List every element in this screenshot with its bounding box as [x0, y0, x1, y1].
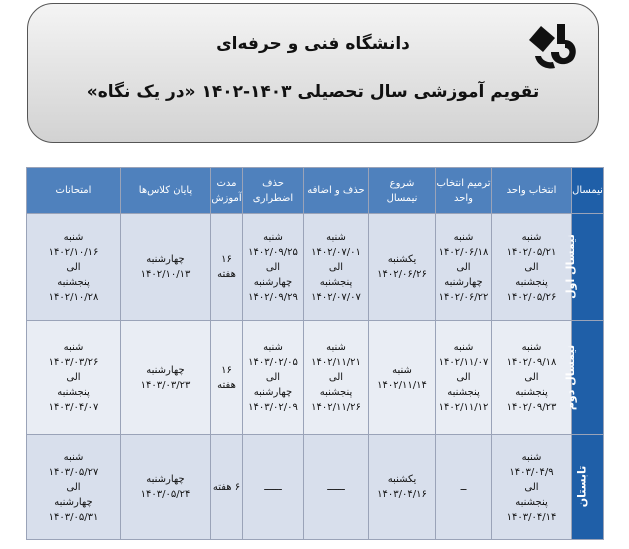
cell-line: ۱۴۰۲/۰۷/۰۱ [311, 246, 361, 258]
cell-line: ۱۴۰۲/۰۹/۲۵ [248, 246, 298, 258]
emergency-drop-cell [243, 321, 304, 435]
cell-line: پنجشنبه [447, 387, 480, 398]
exams-cell [27, 435, 121, 540]
cell-line: چهارشنبه [444, 276, 483, 288]
add-drop-cell [304, 321, 369, 435]
cell-line: الی [456, 261, 471, 273]
cell-line: ۱۴۰۳/۰۳/۲۶ [48, 357, 99, 368]
cell-line: ۱۴۰۲/۰۹/۲۳ [506, 402, 557, 413]
selection-cell [492, 435, 572, 540]
emergency-drop-cell [243, 435, 304, 540]
cell-line: ۱۴۰۳/۰۳/۲۳ [140, 379, 191, 391]
cell-line: شنبه [263, 231, 283, 243]
cell-line: ۱۴۰۳/۰۴/۰۷ [48, 402, 99, 413]
cell-line: چهارشنبه [54, 496, 93, 508]
cell-line: ۱۴۰۳/۰۲/۰۹ [248, 402, 298, 413]
start-cell [369, 214, 436, 321]
cell-line: شنبه [453, 342, 474, 353]
start-cell [369, 435, 436, 540]
semester-label: تابستان [575, 465, 589, 508]
col-add-drop: حذف و اضافه [304, 168, 369, 214]
duration-cell [211, 321, 243, 435]
cell-line: ۱۶ [221, 364, 232, 376]
cell-line: الی [66, 261, 81, 273]
cell-line: الی [328, 261, 344, 273]
cell-line: چهارشنبه [146, 254, 185, 265]
cell-line: الی [524, 481, 539, 493]
semester-label: نیمسال اول [564, 234, 578, 299]
cell-line: پنجشنبه [515, 496, 548, 508]
cell-line: ۱۴۰۲/۰۹/۱۸ [506, 357, 557, 368]
cell-line: هفته [217, 269, 236, 280]
cell-line: پنجشنبه [319, 276, 353, 288]
cell-line: ۱۴۰۳/۰۴/۱۶ [377, 489, 427, 500]
cell-line: هفته [217, 379, 236, 391]
cell-line: چهارشنبه [146, 474, 185, 485]
cell-line: پنجشنبه [57, 387, 90, 398]
add-drop-cell [304, 214, 369, 321]
cell-line: شنبه [392, 364, 412, 376]
cell-line: پنجشنبه [515, 387, 548, 398]
cell-line: ۱۴۰۲/۱۱/۱۲ [438, 402, 489, 413]
cell-line: شنبه [63, 451, 84, 463]
exams-cell [27, 321, 121, 435]
cell-line: ۱۴۰۳/۰۵/۳۱ [48, 511, 99, 523]
cell-line: شنبه [263, 342, 283, 353]
cell-line: شنبه [63, 342, 84, 353]
cell-line: چهارشنبه [146, 364, 185, 376]
cell-line: ۱۴۰۲/۱۱/۰۷ [438, 357, 489, 368]
revision-cell [436, 435, 492, 540]
duration-cell [211, 214, 243, 321]
cell-line: ۱۴۰۲/۱۱/۲۶ [311, 402, 361, 413]
semester-cell [564, 214, 604, 321]
semester-label: نیمسال دوم [563, 344, 577, 410]
table-row [27, 435, 604, 540]
col-duration: مدت آموزش [211, 168, 243, 214]
exams-cell [27, 214, 121, 321]
emergency-drop-cell [243, 214, 304, 321]
class-end-cell [121, 214, 211, 321]
cell-line: ۱۴۰۲/۰۵/۲۶ [506, 291, 557, 303]
cell-line: شنبه [453, 231, 474, 243]
table-row [27, 214, 604, 321]
university-logo-icon [521, 18, 581, 74]
cell-line: الی [524, 372, 539, 383]
cell-line: ۱۴۰۲/۰۹/۲۹ [248, 291, 298, 303]
cell-line: الی [328, 372, 344, 383]
col-selection: انتخاب واحد [492, 168, 572, 214]
table-row [27, 321, 604, 435]
cell-line: ۱۴۰۲/۱۱/۲۱ [311, 357, 361, 368]
cell-line: ۱۴۰۲/۱۰/۱۶ [48, 246, 99, 258]
cell-line: ۱۶ [221, 254, 232, 265]
table-header-row [27, 168, 604, 214]
cell-line: پنجشنبه [515, 276, 548, 288]
cell-line: ۱۴۰۲/۰۶/۲۶ [377, 269, 427, 280]
class-end-cell [121, 435, 211, 540]
col-class-end: پایان کلاس‌ها [121, 168, 211, 214]
class-end-cell [121, 321, 211, 435]
col-revision: ترمیم انتخاب واحد [436, 168, 492, 214]
start-cell [369, 321, 436, 435]
cell-line: ۱۴۰۳/۰۲/۰۵ [248, 357, 298, 368]
col-semester: نیمسال [572, 168, 604, 214]
add-drop-cell [304, 435, 369, 540]
cell-line: ۱۴۰۲/۱۰/۱۳ [140, 269, 191, 280]
cell-line: شنبه [521, 231, 542, 243]
cell-line: چهارشنبه [253, 387, 293, 398]
cell-line: شنبه [521, 342, 542, 353]
cell-line: شنبه [521, 451, 542, 463]
cell-line: الی [66, 372, 81, 383]
cell-line: ۱۴۰۳/۰۴/۱۴ [506, 511, 557, 523]
cell-line: ۶ هفته [212, 481, 241, 493]
cell-line: الی [66, 481, 81, 493]
cell-line: ۱۴۰۲/۱۰/۲۸ [48, 291, 99, 303]
cell-line: یکشنبه [387, 254, 417, 265]
cell-line: ۱۴۰۲/۰۷/۰۷ [311, 291, 361, 303]
cell-line: شنبه [63, 231, 84, 243]
cell-line: ــــــ [264, 481, 282, 493]
duration-cell [211, 435, 243, 540]
cell-line: ۱۴۰۲/۰۶/۲۲ [438, 291, 489, 303]
cell-line: شنبه [326, 342, 346, 353]
cell-line: الی [265, 261, 281, 273]
cell-line: ۱۴۰۲/۰۵/۲۱ [506, 246, 557, 258]
semester-cell [572, 435, 604, 540]
cell-line: ــــــ [327, 481, 345, 493]
calendar-title: تقویم آموزشی سال تحصیلی ۱۴۰۳-۱۴۰۲ «در یک نگاه» [86, 82, 540, 102]
col-emergency-drop: حذف اضطراری [243, 168, 304, 214]
revision-cell [436, 321, 492, 435]
cell-line: الی [456, 372, 471, 383]
revision-cell [436, 214, 492, 321]
semester-cell [563, 321, 604, 435]
cell-line: پنجشنبه [319, 387, 353, 398]
cell-line: الی [524, 261, 539, 273]
cell-line: پنجشنبه [57, 276, 90, 288]
cell-line: چهارشنبه [253, 276, 293, 288]
cell-line: ۱۴۰۲/۰۶/۱۸ [438, 246, 489, 258]
col-start: شروع نیمسال [369, 168, 436, 214]
col-exams: امتحانات [27, 168, 121, 214]
university-name: دانشگاه فنی و حرفه‌ای [216, 34, 410, 54]
academic-calendar-table [26, 167, 604, 540]
cell-line: ۱۴۰۳/۰۵/۲۷ [48, 466, 99, 478]
cell-line: یکشنبه [387, 474, 417, 485]
cell-line: الی [265, 372, 281, 383]
cell-line: ۱۴۰۳/۰۴/۹ [509, 466, 554, 478]
cell-line: شنبه [326, 231, 346, 243]
header-box [27, 3, 599, 143]
cell-line: ــ [460, 481, 467, 493]
cell-line: ۱۴۰۳/۰۵/۲۴ [140, 489, 191, 500]
cell-line: ۱۴۰۲/۱۱/۱۴ [377, 379, 427, 391]
